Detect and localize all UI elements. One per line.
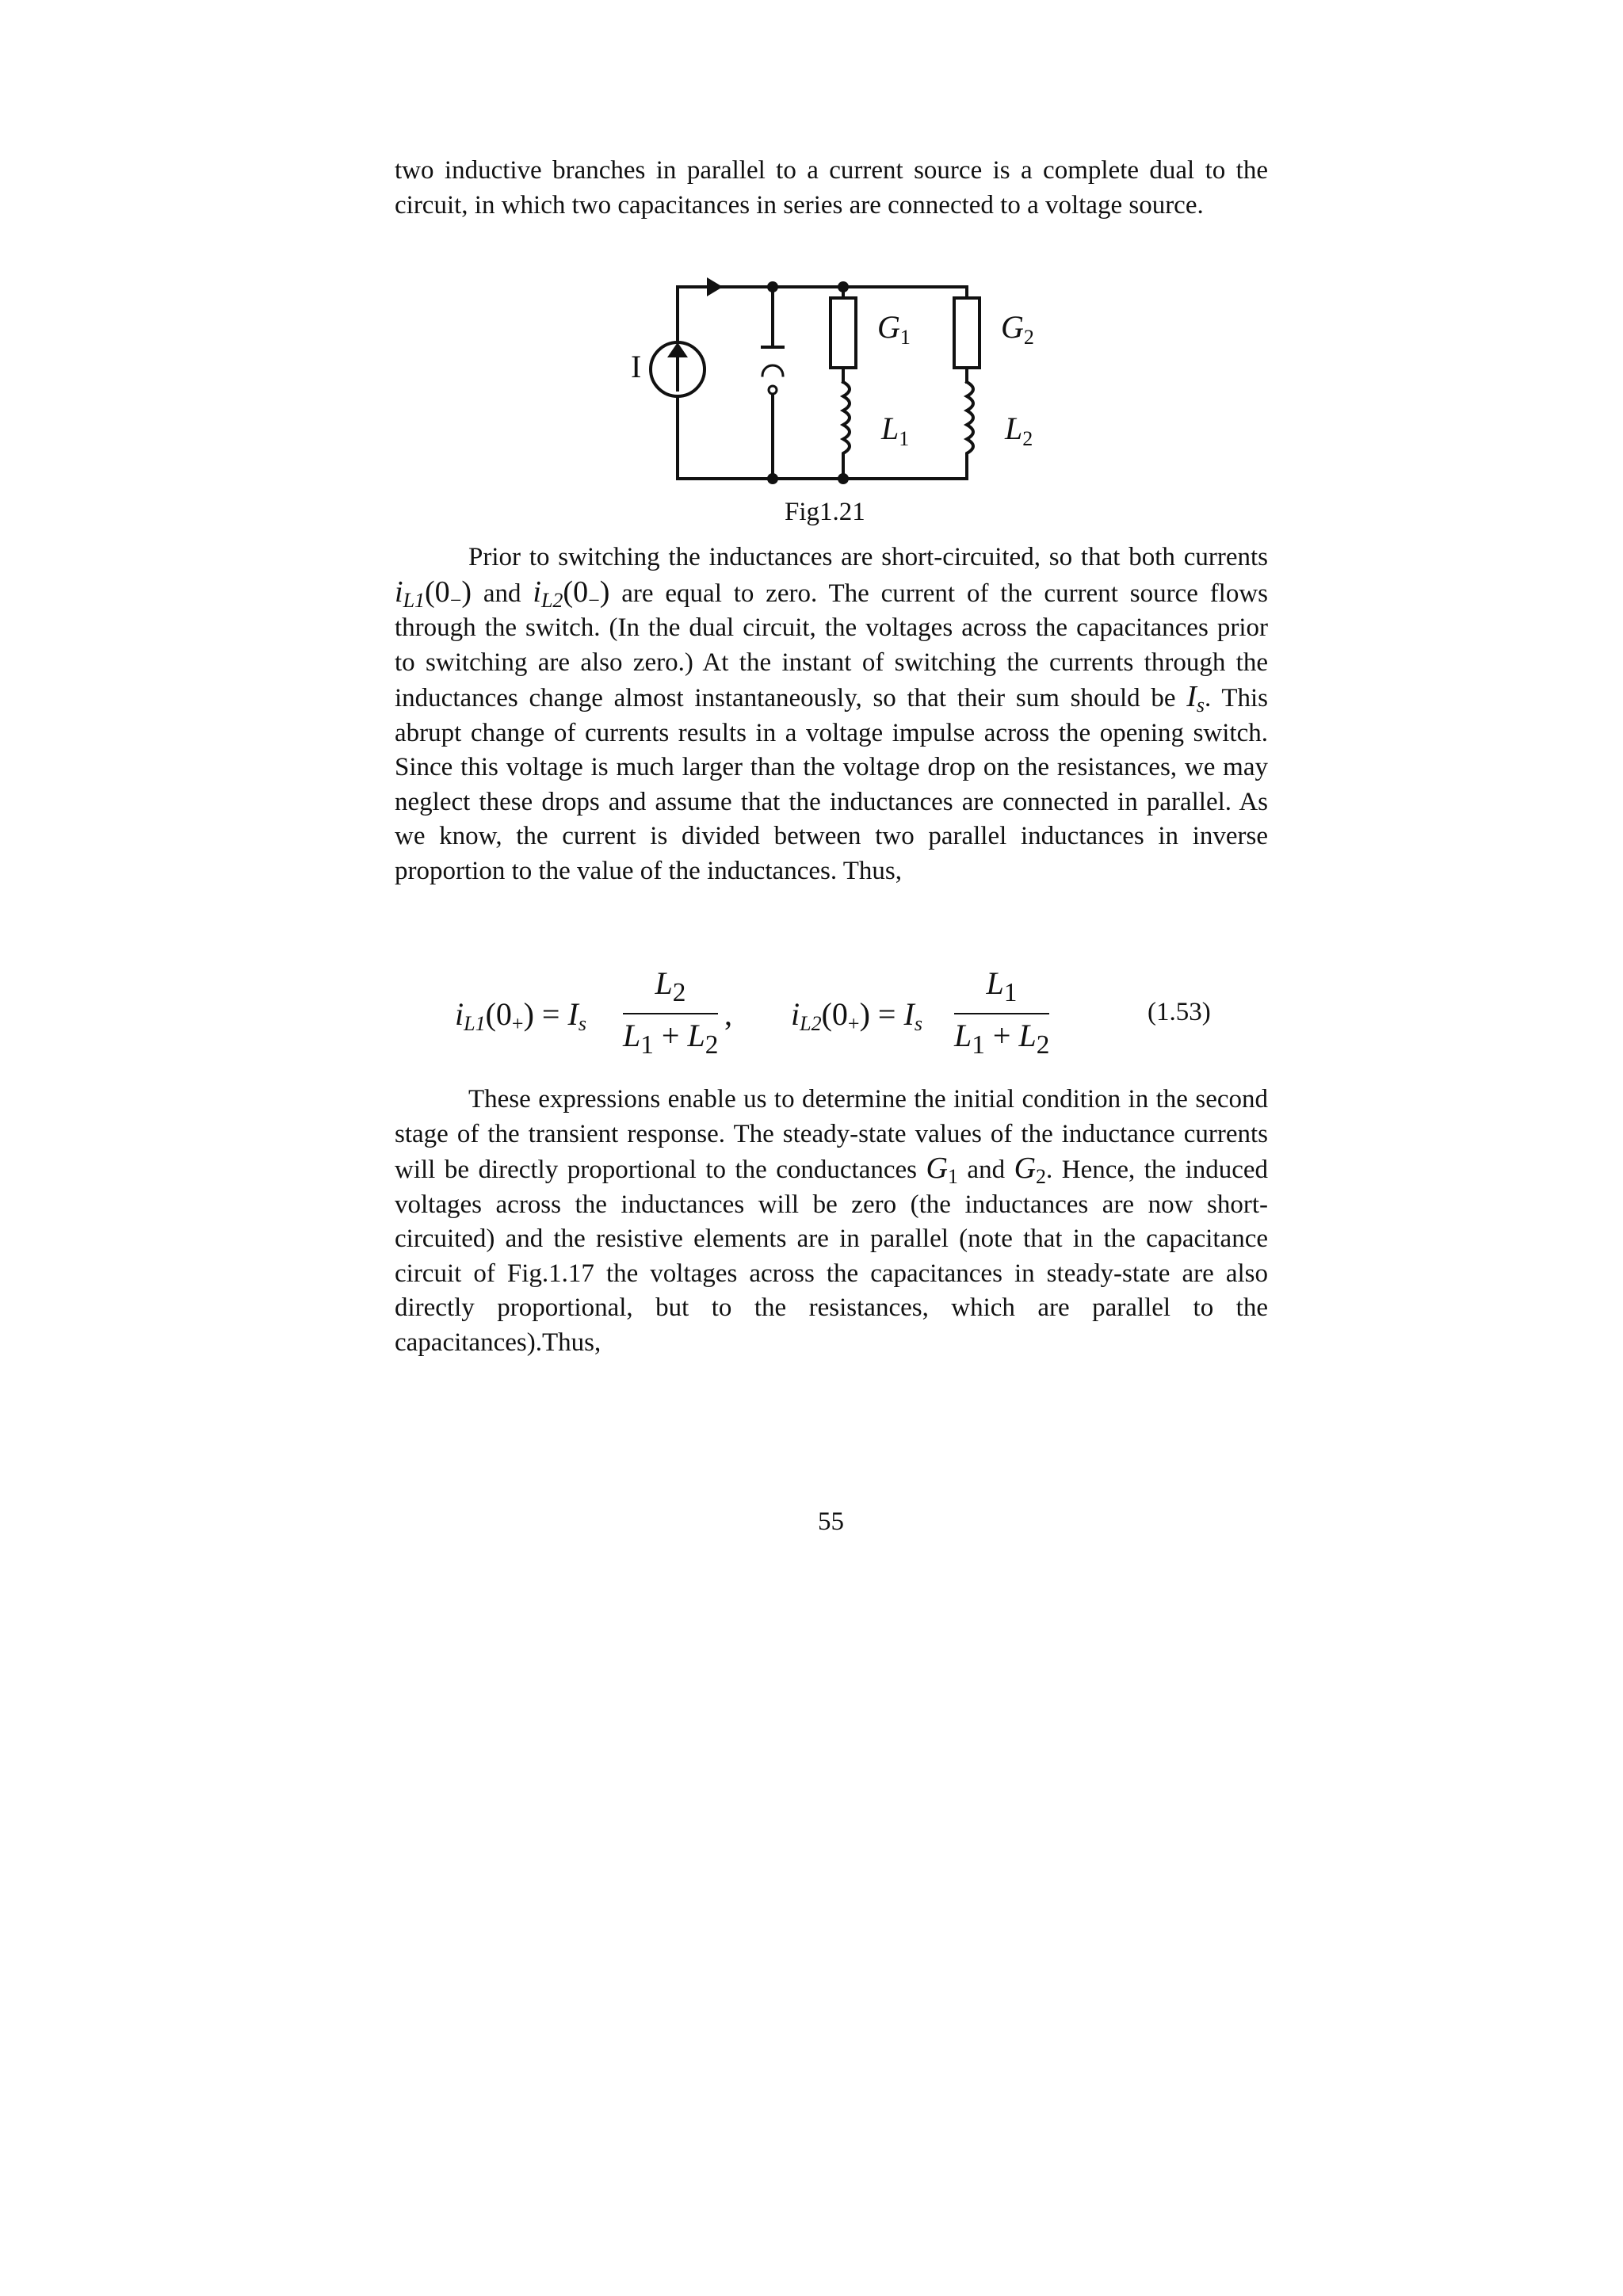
g1-resistor	[831, 298, 856, 368]
eq-right-fraction: $L_1$ $L_1 + L_2$	[954, 965, 1050, 1060]
symbol-il1-minus: $i_{L1}(0_-)$	[395, 575, 472, 612]
para2-text-2: and	[483, 579, 521, 608]
label-l2: $L_2$	[1005, 411, 1033, 450]
eq-comma: ,	[724, 996, 732, 1032]
symbol-il2-minus: $i_{L2}(0_-)$	[533, 575, 610, 612]
para2-text-3: are equal to zero. The current of the current source flows through the switch. (In the dual circuit, the voltages across the capacitances prior to switching are also zero.) At the instant of switching the currents through the inductances change almost instantaneously, so that their sum should be	[395, 579, 1269, 712]
eq-left-lhs: $i_{L1}(0_+) = I_s$	[455, 996, 586, 1035]
paragraph-intro-text: two inductive branches in parallel to a current source is a complete dual to the circuit, in which two capacitances in series are connected to a voltage source.	[395, 156, 1268, 220]
para2-text-4: . This abrupt change of currents results in a voltage impulse across the opening switch. Since this voltage is much larger than the voltage drop on the resistances, we may neglect these drops and assume that the inductances are connected in parallel. As we know, the current is divided between two parallel inductances in inverse proportion to the value of the inductances. Thus,	[395, 684, 1269, 885]
symbol-g2: $G_2$	[1014, 1152, 1047, 1188]
node-bottom-l1	[838, 473, 849, 484]
circuit-diagram	[618, 271, 1046, 493]
eq-left-fraction: $L_2$ $L_1 + L_2$	[623, 965, 719, 1060]
paragraph-steady-state	[395, 1083, 1268, 1360]
node-bottom-switch	[767, 473, 778, 484]
para3-text-2: and	[967, 1156, 1006, 1184]
label-source: I	[631, 349, 642, 384]
para3-text-3: . Hence, the induced voltages across the inductances will be zero (the inductances are now short-circuited) and the resistive elements are in parallel (note that in the capacitance circuit of Fig.1.17 the voltages across the capacitances in steady-state are also directly proportional, but to the resistances, which are parallel to the capacitances).Thus,	[395, 1156, 1268, 1357]
g2-resistor	[954, 298, 980, 368]
page-number: 55	[818, 1507, 844, 1536]
node-top-g1	[838, 281, 849, 292]
label-l1: $L_1$	[881, 411, 910, 450]
symbol-g1: $G_1$	[926, 1152, 958, 1188]
top-wire-arrow	[707, 277, 723, 296]
eq-right-lhs: $i_{L2}(0_+) = I_s$	[791, 996, 922, 1035]
l1-inductor	[843, 382, 850, 479]
switch-contact	[769, 386, 777, 394]
para2-text-1: Prior to switching the inductances are short-circuited, so that both currents	[468, 543, 1268, 571]
figure-caption: Fig1.21	[785, 498, 865, 526]
label-g1: $G_1$	[877, 309, 911, 349]
para3-text-1: These expressions enable us to determine the initial condition in the second stage of the transient response. The steady-state values of the inductance currents will be directly proportional to the conductances	[395, 1085, 1268, 1184]
symbol-is: $I_s$	[1186, 680, 1205, 716]
paragraph-intro	[395, 154, 1268, 223]
paragraph-switching	[395, 541, 1268, 888]
node-top-switch	[767, 281, 778, 292]
equation-number: (1.53)	[1148, 998, 1211, 1026]
switch-arc	[762, 365, 783, 376]
l2-inductor	[967, 382, 973, 479]
label-g2: $G_2$	[1001, 309, 1034, 349]
